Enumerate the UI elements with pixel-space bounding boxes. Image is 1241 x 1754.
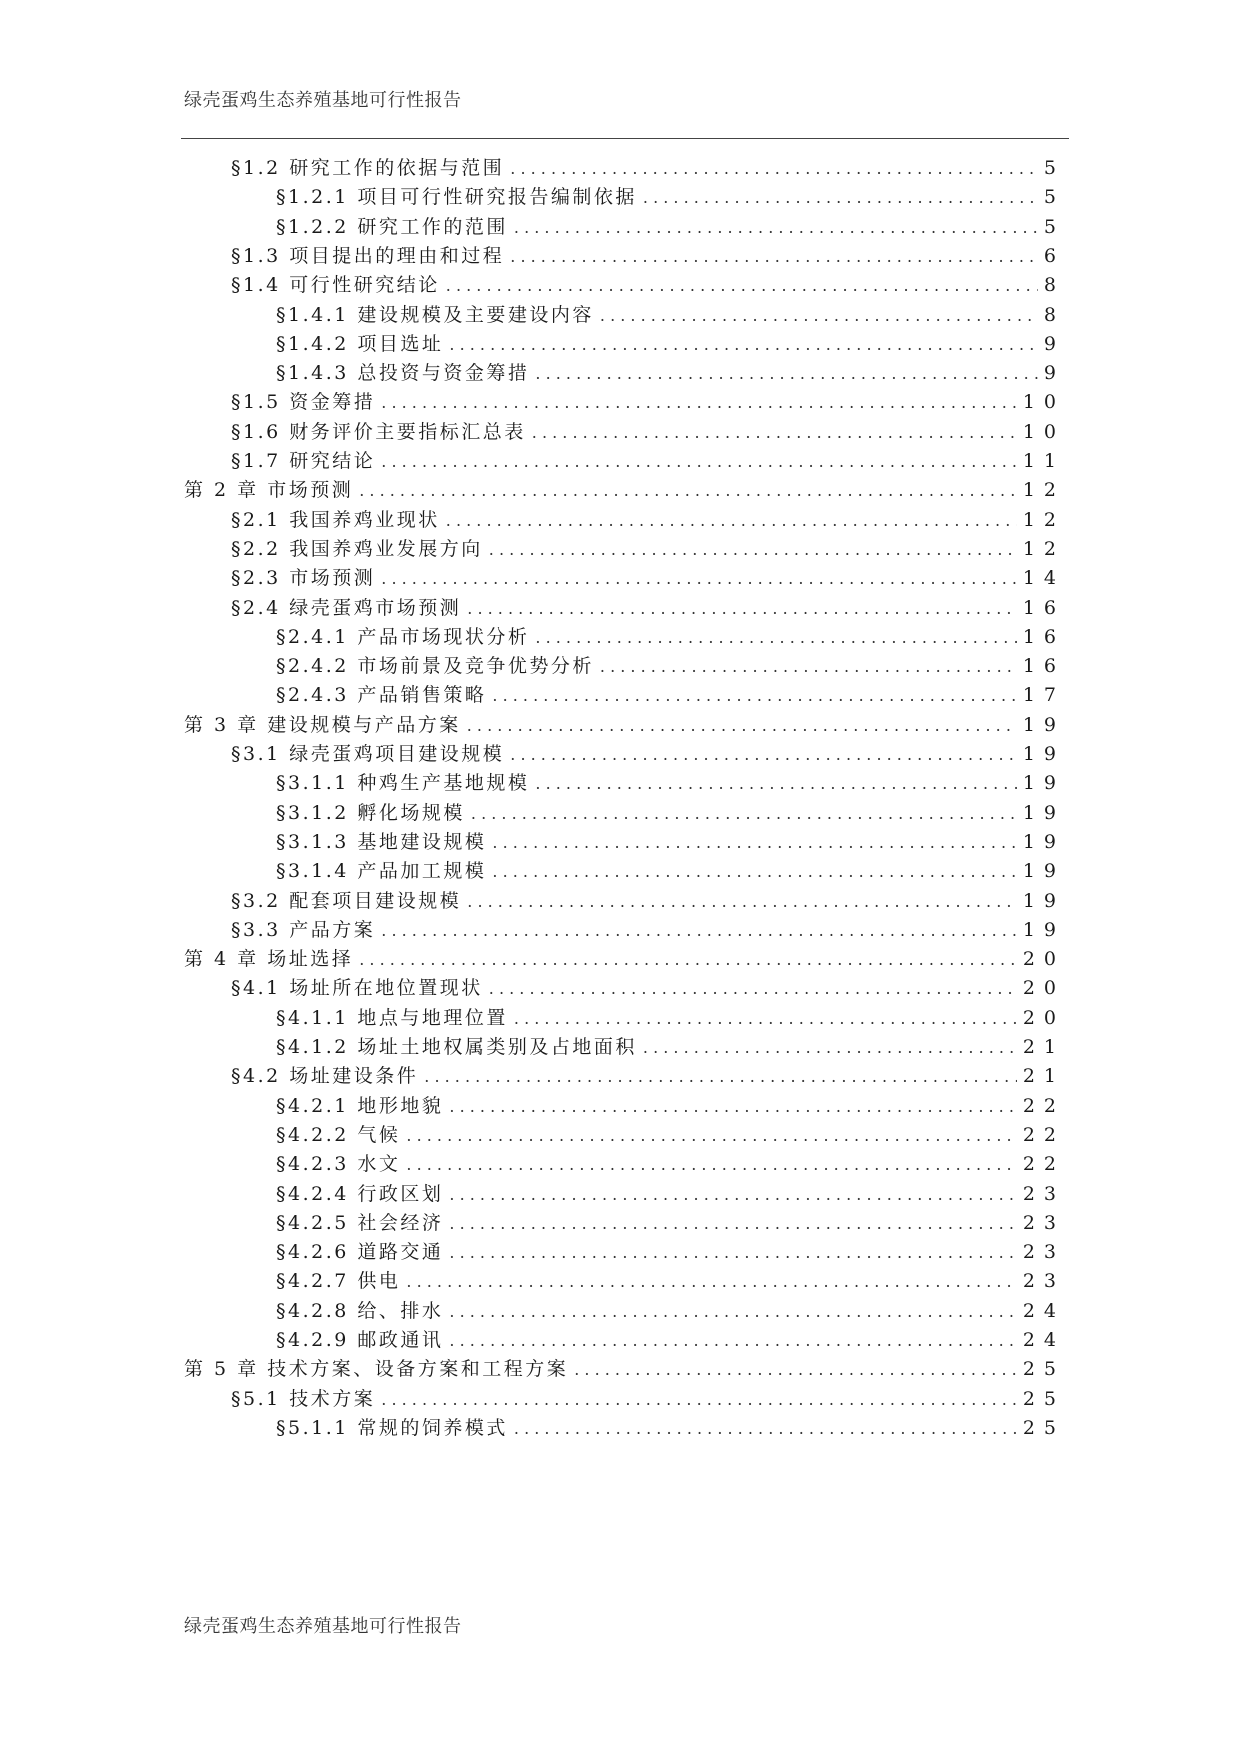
toc-entry[interactable] <box>231 534 1065 564</box>
toc-dot-leader <box>381 567 1017 589</box>
toc-entry-title: §2.3 市场预测 <box>231 567 376 590</box>
toc-dot-leader <box>600 304 1038 326</box>
toc-dot-leader <box>406 1270 1016 1292</box>
toc-page-number: 10 <box>1022 420 1065 443</box>
toc-page-number: 16 <box>1022 596 1065 619</box>
toc-entry[interactable] <box>276 1003 1065 1033</box>
toc-entry[interactable] <box>231 739 1065 769</box>
toc-dot-leader <box>471 802 1017 824</box>
toc-page-number: 19 <box>1022 889 1065 912</box>
toc-entry-title: §2.4.1 产品市场现状分析 <box>276 625 530 648</box>
toc-entry-title: §4.2.6 道路交通 <box>276 1241 444 1264</box>
toc-entry[interactable] <box>231 1061 1065 1091</box>
toc-dot-leader <box>535 772 1016 794</box>
toc-dot-leader <box>514 1417 1017 1439</box>
toc-entry[interactable] <box>276 1179 1065 1209</box>
toc-entry-title: 第 5 章 技术方案、设备方案和工程方案 <box>184 1358 569 1381</box>
toc-entry[interactable] <box>276 768 1065 798</box>
toc-entry[interactable] <box>276 1325 1065 1355</box>
toc-entry-title: §3.2 配套项目建设规模 <box>231 889 462 912</box>
toc-dot-leader <box>381 450 1017 472</box>
toc-page-number: 16 <box>1022 655 1065 678</box>
toc-entry[interactable] <box>276 856 1065 886</box>
toc-entry-title: §3.1.2 孵化场规模 <box>276 801 465 824</box>
toc-entry[interactable] <box>276 827 1065 857</box>
toc-dot-leader <box>449 1212 1016 1234</box>
toc-page-number: 23 <box>1022 1182 1065 1205</box>
toc-entry-title: §1.2.1 项目可行性研究报告编制依据 <box>276 186 637 209</box>
toc-dot-leader <box>449 1095 1016 1117</box>
toc-dot-leader <box>535 362 1038 384</box>
toc-entry[interactable] <box>276 1208 1065 1238</box>
toc-dot-leader <box>359 479 1017 501</box>
toc-entry[interactable] <box>231 563 1065 593</box>
toc-entry-title: §4.2.2 气候 <box>276 1123 401 1146</box>
toc-page-number: 8 <box>1043 303 1065 326</box>
toc-entry[interactable] <box>231 915 1065 945</box>
toc-dot-leader <box>381 1388 1017 1410</box>
toc-entry[interactable] <box>276 622 1065 652</box>
toc-dot-leader <box>406 1153 1016 1175</box>
toc-dot-leader <box>643 186 1038 208</box>
toc-page-number: 24 <box>1022 1299 1065 1322</box>
toc-dot-leader <box>359 948 1017 970</box>
toc-page-number: 5 <box>1043 215 1065 238</box>
toc-entry-title: §1.7 研究结论 <box>231 450 376 472</box>
header-divider <box>181 138 1069 139</box>
toc-entry-title: §1.4 可行性研究结论 <box>231 274 440 297</box>
toc-entry-title: §4.1.1 地点与地理位置 <box>276 1006 508 1029</box>
toc-page-number: 20 <box>1022 977 1065 1000</box>
toc-entry-title: §2.2 我国养鸡业发展方向 <box>231 537 483 560</box>
toc-page-number: 10 <box>1022 391 1065 414</box>
toc-entry[interactable] <box>276 182 1065 212</box>
toc-page-number: 23 <box>1022 1241 1065 1264</box>
toc-page-number: 12 <box>1022 479 1065 502</box>
toc-dot-leader <box>446 274 1038 296</box>
toc-entry[interactable] <box>184 710 1065 740</box>
toc-entry-title: §3.3 产品方案 <box>231 918 376 941</box>
toc-dot-leader <box>467 890 1017 912</box>
toc-entry[interactable] <box>231 417 1065 447</box>
toc-entry[interactable] <box>231 505 1065 535</box>
toc-entry[interactable] <box>231 241 1065 271</box>
toc-entry-title: §2.4 绿壳蛋鸡市场预测 <box>231 596 462 619</box>
toc-entry-title: 第 2 章 市场预测 <box>184 479 354 502</box>
toc-dot-leader <box>510 245 1038 267</box>
toc-entry[interactable] <box>276 300 1065 330</box>
toc-page-number: 19 <box>1022 801 1065 824</box>
toc-dot-leader <box>514 216 1038 238</box>
toc-entry-title: §4.2.7 供电 <box>276 1270 401 1293</box>
toc-page-number: 19 <box>1022 743 1065 765</box>
toc-entry-title: §1.2 研究工作的依据与范围 <box>231 157 505 179</box>
toc-entry-title: §3.1.3 基地建设规模 <box>276 830 487 853</box>
toc-entry[interactable] <box>231 387 1065 417</box>
toc-entry-title: §1.4.1 建设规模及主要建设内容 <box>276 303 594 326</box>
toc-dot-leader <box>600 655 1017 677</box>
toc-page-number: 12 <box>1022 537 1065 560</box>
toc-entry-title: §2.1 我国养鸡业现状 <box>231 508 440 531</box>
toc-dot-leader <box>381 919 1017 941</box>
toc-entry[interactable] <box>184 1354 1065 1384</box>
toc-dot-leader <box>492 831 1016 853</box>
toc-entry-title: §4.2.9 邮政通讯 <box>276 1329 444 1351</box>
toc-page-number: 19 <box>1022 713 1065 736</box>
toc-dot-leader <box>449 1329 1016 1351</box>
toc-entry[interactable] <box>276 1149 1065 1179</box>
toc-entry-title: §4.2.1 地形地貌 <box>276 1094 444 1117</box>
page-header: 绿壳蛋鸡生态养殖基地可行性报告 <box>184 90 462 111</box>
toc-page-number: 19 <box>1022 860 1065 883</box>
toc-page-number: 25 <box>1022 1387 1065 1410</box>
toc-entry-title: §4.2.8 给、排水 <box>276 1299 444 1322</box>
toc-entry[interactable] <box>231 153 1065 183</box>
toc-page-number: 6 <box>1043 244 1065 267</box>
toc-entry[interactable] <box>276 1296 1065 1326</box>
toc-entry[interactable] <box>231 593 1065 623</box>
toc-page-number: 5 <box>1043 157 1065 179</box>
toc-page-number: 22 <box>1022 1153 1065 1176</box>
toc-page-number: 8 <box>1043 274 1065 297</box>
toc-page-number: 9 <box>1043 332 1065 355</box>
toc-dot-leader <box>489 977 1017 999</box>
toc-dot-leader <box>510 157 1038 179</box>
toc-page-number: 20 <box>1022 1006 1065 1029</box>
toc-entry-title: §4.1.2 场址土地权属类别及占地面积 <box>276 1036 637 1058</box>
toc-entry-title: §4.2 场址建设条件 <box>231 1065 419 1088</box>
toc-dot-leader <box>532 421 1017 443</box>
toc-entry[interactable] <box>231 886 1065 916</box>
toc-entry[interactable] <box>276 798 1065 828</box>
toc-entry-title: §1.2.2 研究工作的范围 <box>276 215 508 238</box>
toc-dot-leader <box>406 1124 1016 1146</box>
toc-entry[interactable] <box>184 944 1065 974</box>
toc-dot-leader <box>535 626 1016 648</box>
toc-entry-title: §4.2.4 行政区划 <box>276 1182 444 1205</box>
page-footer: 绿壳蛋鸡生态养殖基地可行性报告 <box>184 1616 462 1637</box>
toc-entry[interactable] <box>231 1384 1065 1414</box>
toc-entry[interactable] <box>231 973 1065 1003</box>
toc-entry[interactable] <box>276 329 1065 359</box>
toc-entry-title: §5.1.1 常规的饲养模式 <box>276 1416 508 1439</box>
toc-dot-leader <box>492 684 1016 706</box>
toc-entry-title: §3.1.4 产品加工规模 <box>276 860 487 883</box>
toc-entry[interactable] <box>276 358 1065 388</box>
toc-entry-title: §1.4.3 总投资与资金筹措 <box>276 362 530 385</box>
toc-entry[interactable] <box>276 1091 1065 1121</box>
toc-page-number: 21 <box>1022 1065 1065 1088</box>
toc-entry-title: §1.6 财务评价主要指标汇总表 <box>231 420 526 443</box>
toc-page-number: 21 <box>1022 1036 1065 1058</box>
toc-page-number: 5 <box>1043 186 1065 209</box>
toc-page-number: 25 <box>1022 1358 1065 1381</box>
toc-page-number: 19 <box>1022 772 1065 795</box>
toc-entry[interactable] <box>276 1237 1065 1267</box>
toc-entry-title: §4.2.3 水文 <box>276 1153 401 1176</box>
toc-entry[interactable] <box>184 475 1065 505</box>
toc-page-number: 19 <box>1022 830 1065 853</box>
toc-entry-title: §4.2.5 社会经济 <box>276 1211 444 1234</box>
toc-dot-leader <box>467 714 1017 736</box>
toc-page-number: 19 <box>1022 918 1065 941</box>
toc-entry[interactable] <box>276 651 1065 681</box>
toc-entry[interactable] <box>276 1120 1065 1150</box>
toc-entry[interactable] <box>276 1266 1065 1296</box>
toc-dot-leader <box>492 860 1016 882</box>
toc-page-number: 14 <box>1022 567 1065 590</box>
toc-dot-leader <box>514 1007 1017 1029</box>
toc-page-number: 25 <box>1022 1416 1065 1439</box>
toc-dot-leader <box>449 1241 1016 1263</box>
toc-entry[interactable] <box>276 1032 1065 1062</box>
toc-dot-leader <box>574 1358 1017 1380</box>
toc-dot-leader <box>449 1300 1016 1322</box>
toc-entry-title: §2.4.2 市场前景及竞争优势分析 <box>276 655 594 678</box>
toc-dot-leader <box>449 333 1038 355</box>
toc-page-number: 20 <box>1022 948 1065 971</box>
toc-page-number: 22 <box>1022 1094 1065 1117</box>
toc-entry-title: §1.3 项目提出的理由和过程 <box>231 244 505 267</box>
toc-page-number: 17 <box>1022 684 1065 707</box>
toc-entry-title: 第 4 章 场址选择 <box>184 948 354 971</box>
toc-entry[interactable] <box>231 446 1065 476</box>
toc-entry-title: §3.1.1 种鸡生产基地规模 <box>276 772 530 795</box>
toc-dot-leader <box>424 1065 1017 1087</box>
toc-dot-leader <box>643 1036 1017 1058</box>
toc-page-number: 24 <box>1022 1329 1065 1351</box>
toc-entry[interactable] <box>276 212 1065 242</box>
toc-dot-leader <box>381 391 1017 413</box>
toc-entry-title: §3.1 绿壳蛋鸡项目建设规模 <box>231 743 505 765</box>
toc-entry-title: §5.1 技术方案 <box>231 1387 376 1410</box>
toc-dot-leader <box>510 743 1017 765</box>
toc-entry[interactable] <box>276 680 1065 710</box>
toc-entry-title: §1.5 资金筹措 <box>231 391 376 414</box>
toc-dot-leader <box>467 597 1017 619</box>
toc-dot-leader <box>449 1183 1016 1205</box>
toc-entry[interactable] <box>231 270 1065 300</box>
toc-entry-title: §2.4.3 产品销售策略 <box>276 684 487 707</box>
toc-entry-title: §1.4.2 项目选址 <box>276 332 444 355</box>
toc-page-number: 9 <box>1043 362 1065 385</box>
toc-page-number: 23 <box>1022 1270 1065 1293</box>
toc-entry-title: 第 3 章 建设规模与产品方案 <box>184 713 461 736</box>
toc-page-number: 16 <box>1022 625 1065 648</box>
toc-dot-leader <box>489 538 1017 560</box>
toc-dot-leader <box>446 509 1017 531</box>
toc-entry[interactable] <box>276 1413 1065 1443</box>
toc-page-number: 22 <box>1022 1123 1065 1146</box>
toc-page-number: 12 <box>1022 508 1065 531</box>
toc-page-number: 11 <box>1022 450 1065 472</box>
toc-entry-title: §4.1 场址所在地位置现状 <box>231 977 483 1000</box>
toc-page-number: 23 <box>1022 1211 1065 1234</box>
